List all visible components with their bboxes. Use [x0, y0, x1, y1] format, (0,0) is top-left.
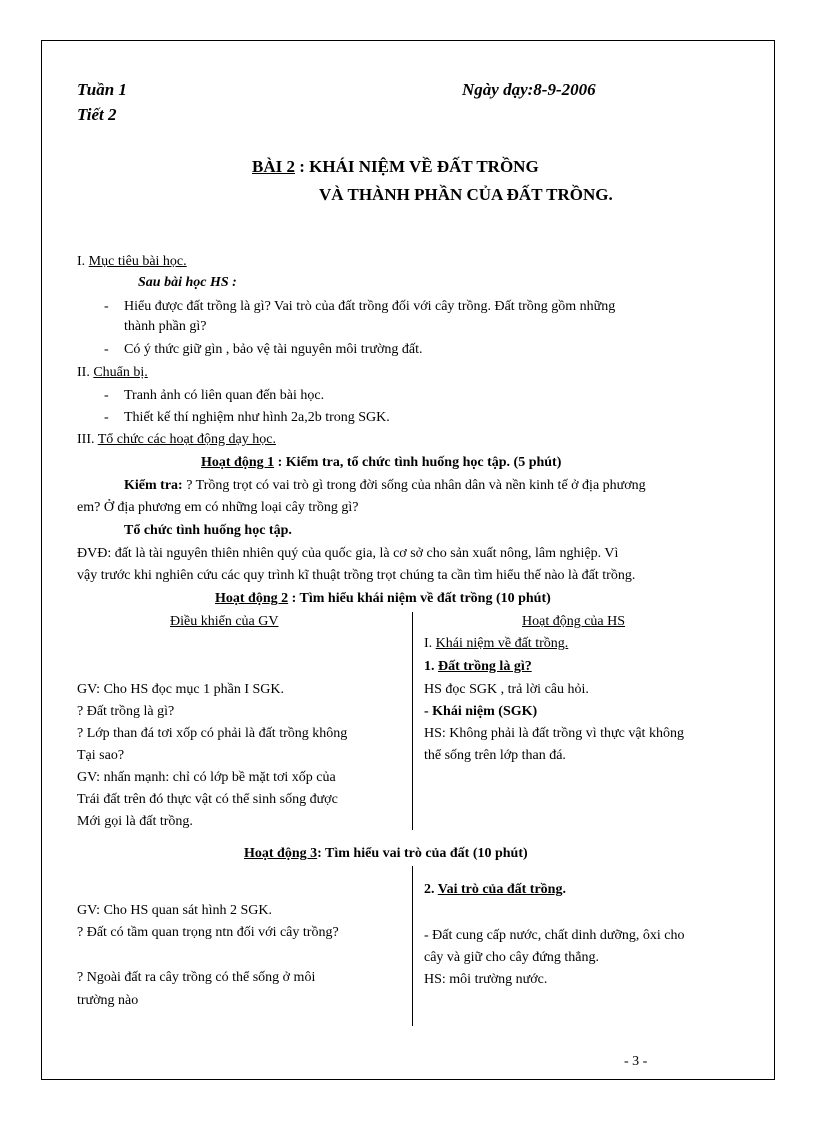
gv-line: GV: nhấn mạnh: chỉ có lớp bề mặt tơi xốp của: [77, 770, 336, 785]
hs-heading-prefix: 2.: [424, 882, 438, 897]
section1-heading-text: Mục tiêu bài học.: [88, 254, 187, 269]
hs-line: HS: Không phải là đất trồng vì thực vật không: [424, 726, 684, 741]
section1-prefix: I.: [77, 254, 89, 269]
section1-sub: Sau bài học HS :: [138, 275, 237, 290]
column-header-teacher: Điều khiển của GV: [170, 614, 279, 629]
hs-heading-text: Khái niệm về đất trồng.: [435, 636, 569, 651]
hs-sub-text: Đất trồng là gì?: [438, 659, 532, 674]
section1-item: Có ý thức giữ gìn , bảo vệ tài nguyên môi trường đất.: [124, 342, 423, 357]
hs-subheading: [424, 659, 532, 675]
hs-heading-prefix: I.: [424, 636, 436, 651]
section2-item: Thiết kế thí nghiệm như hình 2a,2b trong SGK.: [124, 410, 390, 425]
activity3-title: : Tìm hiểu vai trò của đất (10 phút): [317, 846, 528, 861]
section3-heading: [77, 432, 276, 448]
check-line: [124, 478, 646, 494]
check-text: ? Trồng trọt có vai trò gì trong đời sống của nhân dân và nền kinh tế ở địa phương: [182, 478, 646, 493]
situation-label: Tổ chức tình huống học tập.: [124, 523, 292, 538]
activity2-heading: [215, 591, 551, 607]
teaching-date: Ngày dạy:8-9-2006: [462, 80, 596, 99]
gv-line: GV: Cho HS đọc mục 1 phần I SGK.: [77, 682, 285, 697]
hs-line: cây và giữ cho cây đứng thẳng.: [424, 950, 599, 965]
section1-heading: [77, 254, 187, 270]
lesson-title-text1: : KHÁI NIỆM VỀ ĐẤT TRỒNG: [294, 157, 539, 176]
hs-line: HS đọc SGK , trả lời câu hỏi.: [424, 682, 589, 697]
activity2-label: Hoạt động 2: [215, 591, 289, 606]
hs-heading: [424, 636, 568, 652]
activity3-label: Hoạt động 3: [244, 846, 318, 861]
dvd-line1: ĐVĐ: đất là tài nguyên thiên nhiên quý của quốc gia, là cơ sở cho sản xuất nông, lâm nghiệp. Vì: [77, 546, 619, 561]
section2-heading-text: Chuẩn bị.: [93, 365, 148, 380]
activity2-title: : Tìm hiểu khái niệm về đất trồng (10 phút): [288, 591, 551, 606]
lesson-title-line2: VÀ THÀNH PHẦN CỦA ĐẤT TRỒNG.: [319, 185, 613, 204]
lesson-title-line1: [252, 157, 539, 177]
activity3-heading: [244, 846, 528, 862]
bullet-dash: -: [104, 410, 109, 425]
gv-line: ? Đất trồng là gì?: [77, 704, 175, 719]
gv-line: trường nào: [77, 993, 139, 1008]
page-number: - 3 -: [624, 1054, 648, 1069]
hs-line: thể sống trên lớp than đá.: [424, 748, 566, 763]
activity1-heading: [201, 455, 561, 471]
column-divider: [412, 866, 413, 1026]
period-label: Tiết 2: [77, 105, 117, 124]
hs-sub-prefix: 1.: [424, 659, 438, 674]
column-header-student: Hoạt động của HS: [522, 614, 626, 629]
hs-line: - Đất cung cấp nước, chất dinh dưỡng, ôxi cho: [424, 928, 685, 943]
hs-heading-suffix: .: [562, 882, 566, 897]
hs-line: HS: môi trường nước.: [424, 972, 548, 987]
hs-heading: [424, 882, 566, 898]
section2-prefix: II.: [77, 365, 94, 380]
check-text-2: em? Ở địa phương em có những loại cây trồng gì?: [77, 500, 359, 515]
check-label: Kiểm tra:: [124, 478, 183, 493]
section3-heading-text: Tổ chức các hoạt động dạy học.: [97, 432, 276, 447]
gv-line: ? Đất có tầm quan trọng ntn đối với cây trồng?: [77, 925, 339, 940]
column-divider: [412, 612, 413, 830]
gv-line: Tại sao?: [77, 748, 125, 763]
activity1-label: Hoạt động 1: [201, 455, 275, 470]
section1-item: thành phần gì?: [124, 319, 207, 334]
bullet-dash: -: [104, 388, 109, 403]
section2-item: Tranh ảnh có liên quan đến bài học.: [124, 388, 325, 403]
dvd-line2: vậy trước khi nghiên cứu các quy trình kĩ thuật trồng trọt chúng ta cần tìm hiểu thế nào là đất trồng.: [77, 568, 636, 583]
gv-line: ? Lớp than đá tơi xốp có phải là đất trồng không: [77, 726, 348, 741]
section2-heading: [77, 365, 148, 381]
hs-heading-text: Vai trò của đất trồng: [437, 882, 563, 897]
gv-line: GV: Cho HS quan sát hình 2 SGK.: [77, 903, 272, 918]
activity1-title: : Kiểm tra, tổ chức tình huống học tập. (5 phút): [274, 455, 562, 470]
section1-item: Hiểu được đất trồng là gì? Vai trò của đất trồng đối với cây trồng. Đất trồng gồm những: [124, 299, 616, 314]
gv-line: Mới gọi là đất trồng.: [77, 814, 193, 829]
bullet-dash: -: [104, 342, 109, 357]
gv-line: Trái đất trên đó thực vật có thể sinh sống được: [77, 792, 338, 807]
hs-line: - Khái niệm (SGK): [424, 704, 538, 719]
lesson-number: BÀI 2: [252, 157, 295, 176]
gv-line: ? Ngoài đất ra cây trồng có thể sống ở môi: [77, 970, 316, 985]
bullet-dash: -: [104, 299, 109, 314]
section3-prefix: III.: [77, 432, 98, 447]
week-label: Tuần 1: [77, 80, 127, 99]
